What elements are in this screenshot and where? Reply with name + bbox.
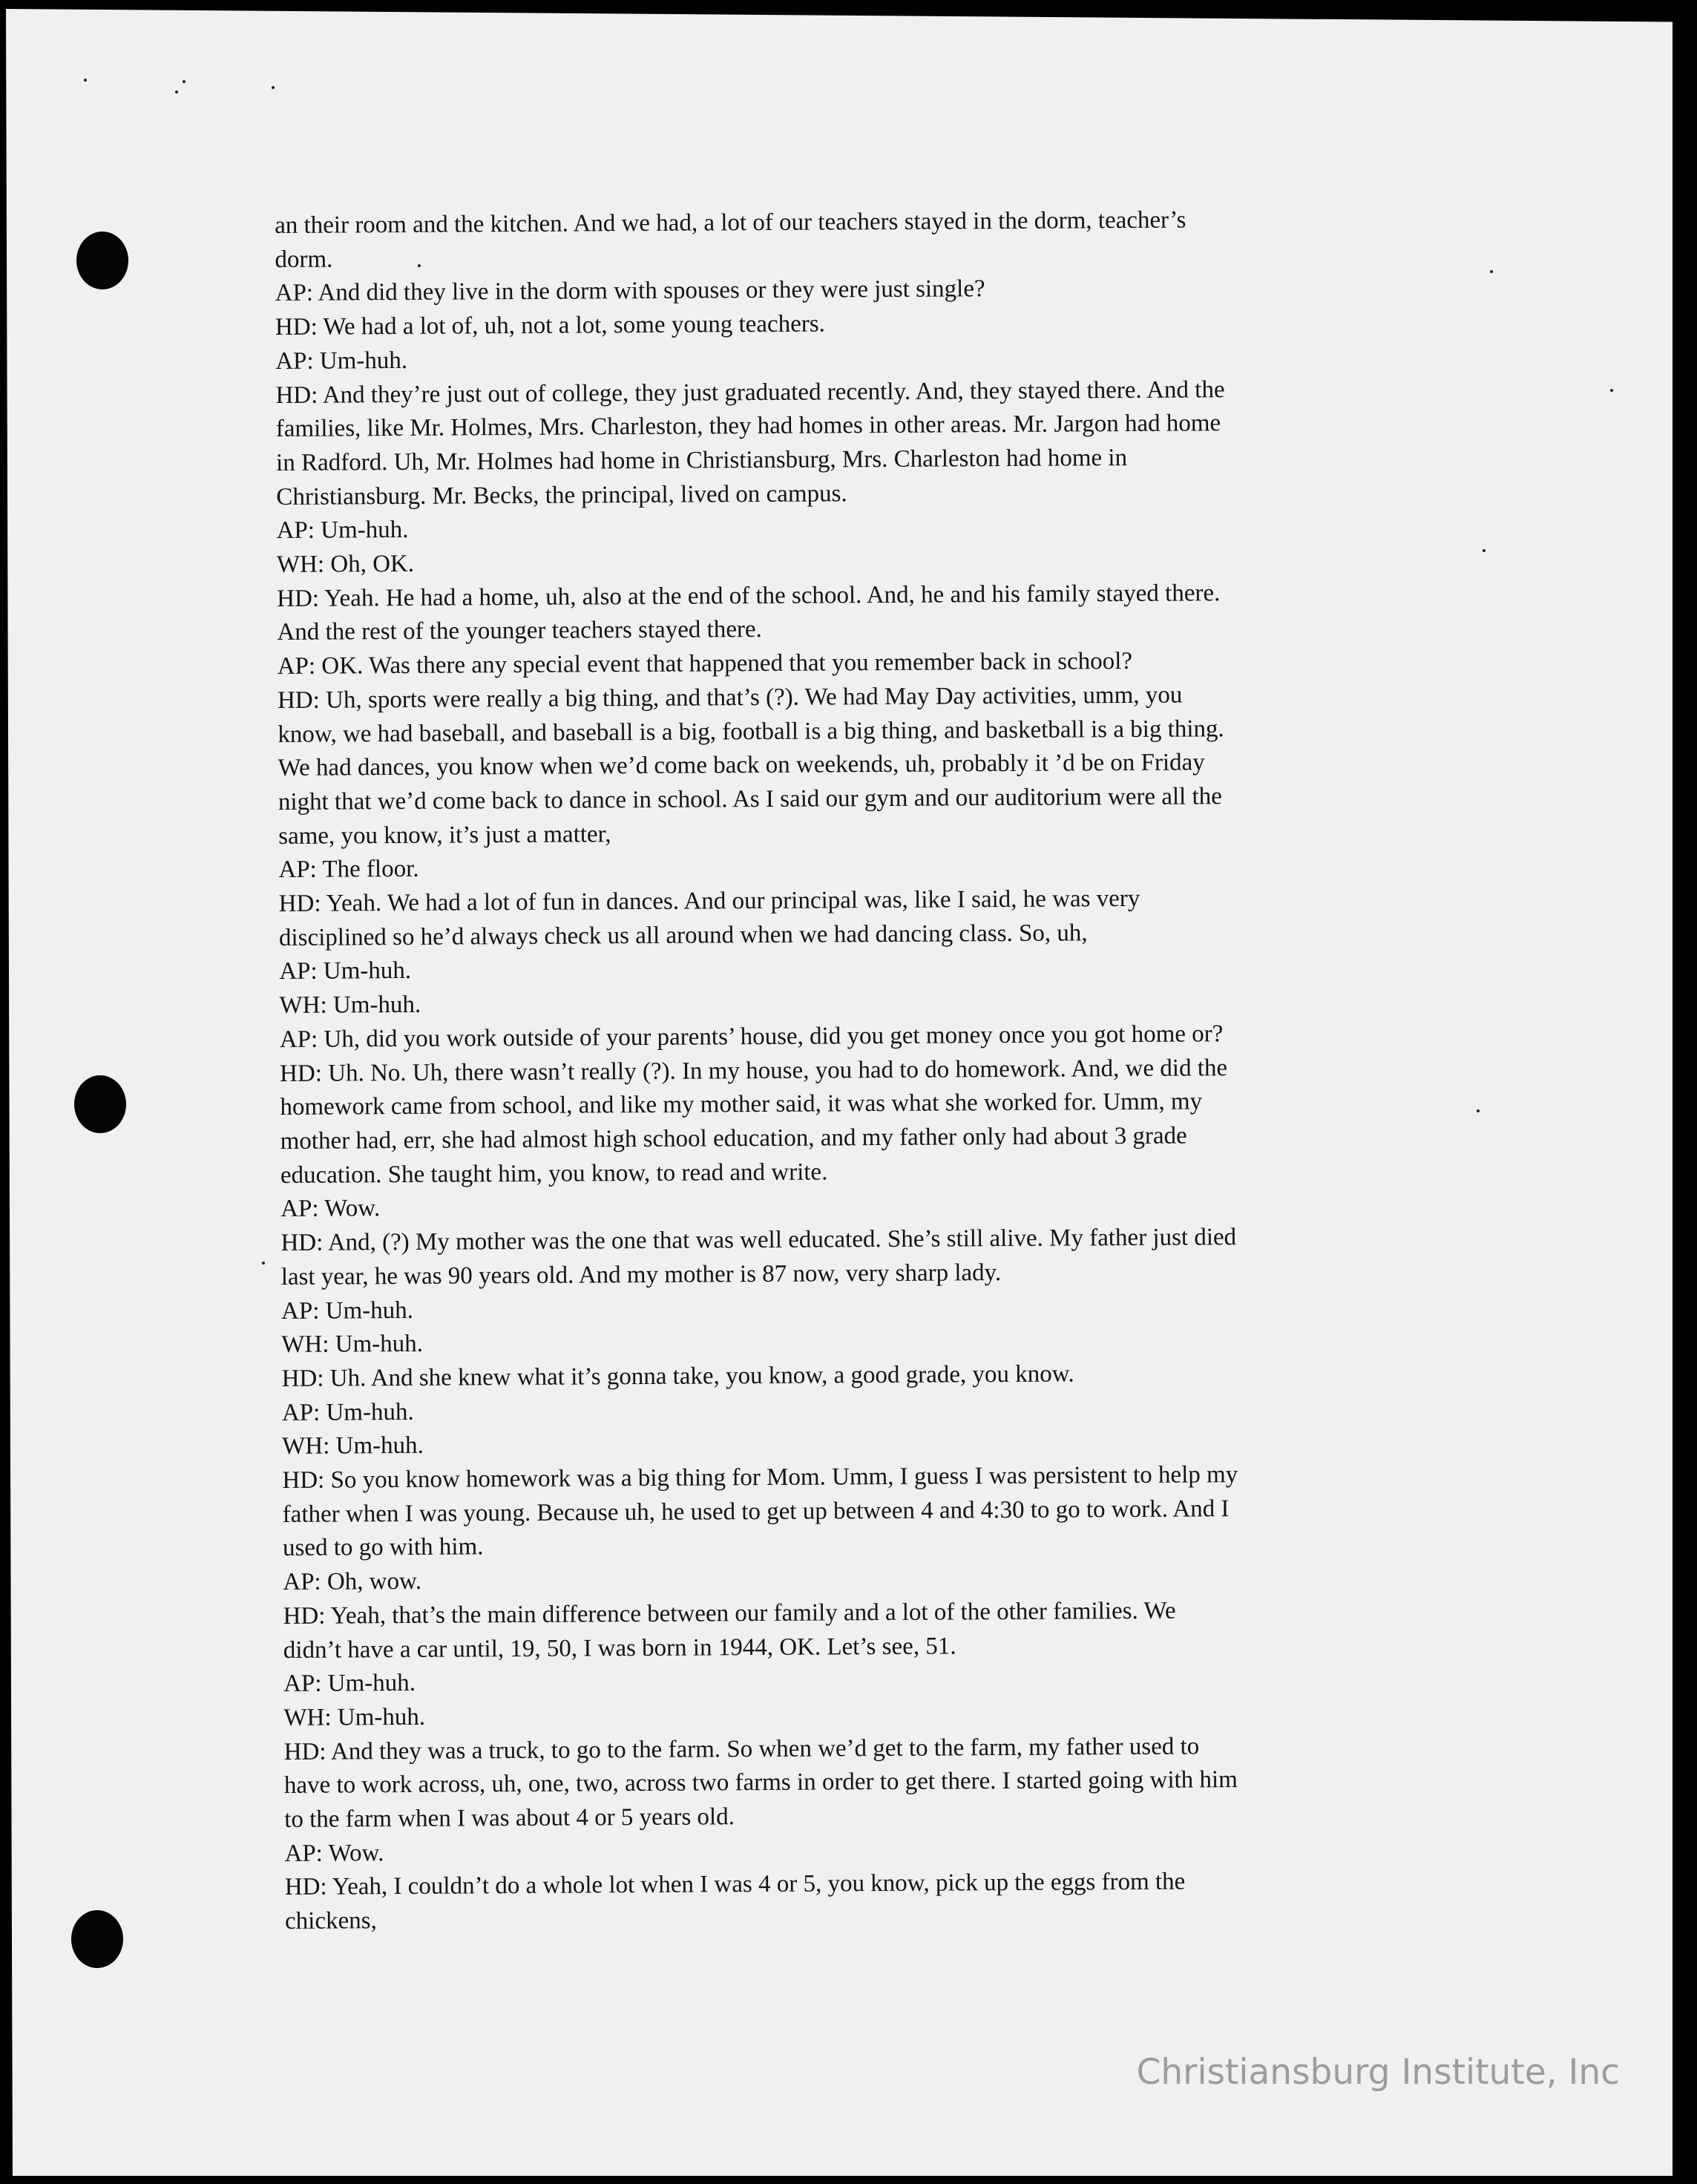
paper-speck (1490, 270, 1493, 273)
transcript-line: chickens, (284, 1907, 377, 1935)
transcript-line: disciplined so he’d always check us all around when we had dancing class. So, uh, (278, 919, 1088, 951)
transcript-line: HD: And they was a truck, to go to the farm. So when we’d get to the farm, my father used to (283, 1733, 1200, 1765)
transcript-line: AP: Um-huh. (279, 957, 412, 986)
transcript-line: AP: And did they live in the dorm with spouses or they were just single? (275, 275, 985, 307)
transcript-line: didn’t have a car until, 19, 50, I was born in 1944, OK. Let’s see, 51. (283, 1632, 956, 1664)
transcript-line: HD: Yeah, I couldn’t do a whole lot when I was 4 or 5, you know, pick up the eggs from the (284, 1868, 1186, 1901)
binder-hole-middle (74, 1075, 126, 1133)
transcript-line: in Radford. Uh, Mr. Holmes had home in Christiansburg, Mrs. Charleston had home in (275, 444, 1128, 476)
transcript-line: families, like Mr. Holmes, Mrs. Charleston, they had homes in other areas. Mr. Jargon had home (275, 410, 1221, 443)
paper-speck (272, 86, 275, 89)
transcript-line: AP: Um-huh. (280, 1296, 414, 1325)
transcript-line: same, you know, it’s just a matter, (278, 820, 611, 850)
transcript-line: AP: The floor. (278, 856, 419, 884)
transcript-line: AP: Wow. (280, 1195, 381, 1223)
transcript-line: HD: We had a lot of, uh, not a lot, some young teachers. (275, 310, 825, 341)
transcript-line: homework came from school, and like my mother said, it was what she worked for. Umm, my (280, 1088, 1203, 1121)
transcript-body (275, 202, 1442, 1938)
transcript-line: to the farm when I was about 4 or 5 years old. (284, 1803, 735, 1834)
transcript-line: AP: Um-huh. (281, 1398, 414, 1426)
transcript-line: Christiansburg. Mr. Becks, the principal, lived on campus. (276, 479, 847, 511)
transcript-line: WH: Um-huh. (279, 991, 421, 1020)
binder-hole-bottom (71, 1910, 123, 1968)
transcript-line: AP: Um-huh. (276, 517, 409, 545)
transcript-line: WH: Um-huh. (282, 1432, 424, 1460)
transcript-line: HD: Yeah, that’s the main difference between our family and a lot of the other families. We (283, 1597, 1176, 1630)
watermark: Christiansburg Institute, Inc (1136, 2052, 1620, 2093)
paper-speck (1610, 389, 1613, 392)
transcript-line: And the rest of the younger teachers stayed there. (277, 616, 762, 646)
transcript-line: HD: And, (?) My mother was the one that was well educated. She’s still alive. My father just died (280, 1224, 1237, 1257)
transcript-line: last year, he was 90 years old. And my mother is 87 now, very sharp lady. (280, 1259, 1002, 1291)
transcript-line: dorm. (275, 246, 333, 273)
paper-speck (183, 80, 186, 83)
paper-speck (1477, 1109, 1480, 1112)
transcript-line: know, we had baseball, and baseball is a big, football is a big thing, and basketball is a big thing. (278, 715, 1224, 748)
transcript-line: HD: Yeah. He had a home, uh, also at the end of the school. And, he and his family stayed there. (277, 579, 1221, 612)
transcript-line: We had dances, you know when we’d come back on weekends, uh, probably it ’d be on Friday (278, 749, 1205, 782)
transcript-line: HD: Uh. No. Uh, there wasn’t really (?). In my house, you had to do homework. And, we did the (280, 1054, 1228, 1087)
transcript-line: education. She taught him, you know, to read and write. (280, 1158, 828, 1189)
transcript-line: HD: Yeah. We had a lot of fun in dances. And our principal was, like I said, he was very (278, 885, 1140, 918)
paper-speck (175, 91, 178, 94)
transcript-line: AP: Uh, did you work outside of your parents’ house, did you get money once you got home or? (279, 1020, 1224, 1053)
transcript-line: HD: Uh, sports were really a big thing, and that’s (?). We had May Day activities, umm, you (277, 681, 1183, 714)
transcript-line: used to go with him. (282, 1533, 484, 1562)
transcript-line: AP: Um-huh. (275, 347, 408, 375)
transcript-line: AP: Oh, wow. (283, 1567, 422, 1596)
binder-hole-top (76, 232, 128, 289)
transcript-line: WH: Um-huh. (283, 1703, 426, 1731)
transcript-line: AP: Wow. (284, 1839, 384, 1867)
transcript-line: AP: Um-huh. (283, 1670, 416, 1698)
transcript-line: AP: OK. Was there any special event that happened that you remember back in school? (277, 648, 1133, 681)
transcript-line: night that we’d come back to dance in school. As I said our gym and our auditorium were all the (278, 783, 1222, 816)
paper-speck (262, 1262, 265, 1265)
transcript-line: an their room and the kitchen. And we had, a lot of our teachers stayed in the dorm, teacher’s (275, 206, 1186, 239)
paper-speck (1483, 549, 1486, 552)
transcript-line: WH: Oh, OK. (276, 550, 415, 579)
transcript-line: HD: So you know homework was a big thing for Mom. Umm, I guess I was persistent to help my (282, 1461, 1238, 1494)
transcript-line: HD: Uh. And she knew what it’s gonna take, you know, a good grade, you know. (281, 1360, 1074, 1392)
transcript-line: mother had, err, she had almost high school education, and my father only had about 3 grade (280, 1122, 1187, 1155)
transcript-line: have to work across, uh, one, two, across two farms in order to get there. I started going with him (283, 1766, 1238, 1800)
paper-speck (84, 79, 87, 82)
transcript-line: father when I was young. Because uh, he used to get up between 4 and 4:30 to go to work. And I (282, 1495, 1230, 1528)
transcript-line: HD: And they’re just out of college, they just graduated recently. And, they stayed there. And the (275, 376, 1225, 409)
transcript-line: WH: Um-huh. (281, 1331, 424, 1359)
